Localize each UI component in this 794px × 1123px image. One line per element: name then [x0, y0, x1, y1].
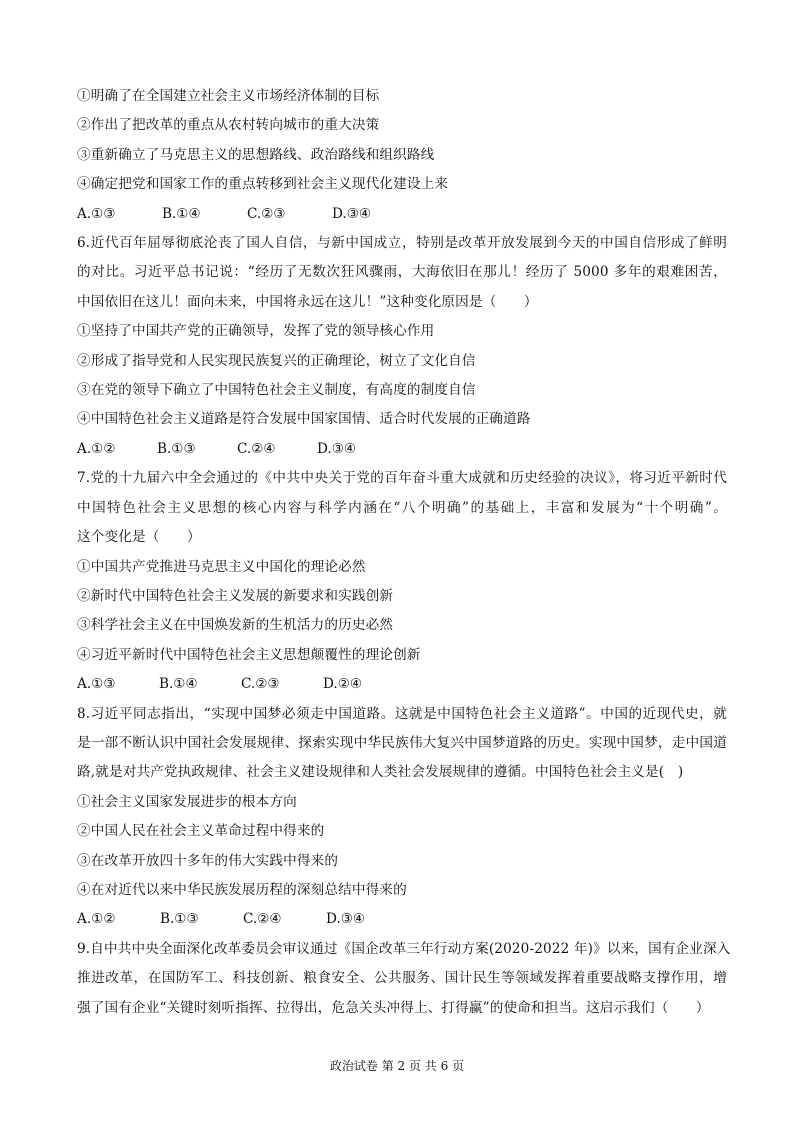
question-9: [77, 935, 731, 1023]
answer-choice-d: D.③④: [317, 440, 357, 457]
option-line: ②中国人民在社会主义革命过程中得来的: [77, 823, 325, 840]
question-stem-line: 6.近代百年屈辱彻底沦丧了国人自信，与新中国成立，特别是改革开放发展到今天的中国自信形成了鲜明: [77, 235, 727, 252]
answer-choice-a: A.①③: [77, 676, 116, 693]
answer-choices: [77, 435, 727, 464]
question-stem-line: 8.习近平同志指出，“实现中国梦必须走中国道路。这就是中国特色社会主义道路”。中国的近现代史，就: [77, 705, 727, 722]
option-line: ③科学社会主义在中国焕发新的生机活力的历史必然: [77, 617, 394, 634]
answer-choices: [77, 670, 727, 699]
answer-choice-b: B.①③: [157, 440, 196, 457]
question-stem-line: 路,就是对共产党执政规律、社会主义建设规律和人类社会发展规律的遵循。中国特色社会主义是( ): [77, 764, 684, 781]
answer-choice-c: C.②④: [237, 440, 276, 457]
option-line: ②新时代中国特色社会主义发展的新要求和实践创新: [77, 587, 394, 604]
question-stem-line: 7.党的十九届六中全会通过的《中共中央关于党的百年奋斗重大成就和历史经验的决议》，将习近平新时代: [77, 470, 727, 487]
option-line: ④确定把党和国家工作的重点转移到社会主义现代化建设上来: [77, 176, 449, 193]
option-line: ①坚持了中国共产党的正确领导，发挥了党的领导核心作用: [77, 323, 435, 340]
answer-choices: [77, 905, 727, 934]
answer-choice-c: C.②③: [247, 205, 286, 222]
option-line: ④在对近代以来中华民族发展历程的深刻总结中得来的: [77, 881, 407, 898]
answer-choice-a: A.①②: [77, 911, 116, 928]
page-footer: 政治试卷 第 2 页 共 6 页: [329, 1059, 465, 1073]
answer-choice-d: D.②④: [323, 676, 363, 693]
question-stem-line: 中国特色社会主义思想的核心内容与科学内涵在“八个明确”的基础上，丰富和发展为“十个明确”。: [77, 499, 727, 516]
question-stem-line: 9.自中共中央全面深化改革委员会审议通过《国企改革三年行动方案(2020-2022 年)》以来，国有企业深入: [77, 940, 731, 957]
answer-choice-a: A.①③: [77, 205, 116, 222]
option-line: ②形成了指导党和人民实现民族复兴的正确理论，树立了文化自信: [77, 352, 476, 369]
question-stem-line: 强了国有企业“关键时刻听指挥、拉得出，危急关头冲得上、打得赢”的使命和担当。这启示我们（ ）: [77, 999, 710, 1016]
question-6: [77, 229, 727, 464]
option-line: ②作出了把改革的重点从农村转向城市的重大决策: [77, 117, 380, 134]
option-line: ①明确了在全国建立社会主义市场经济体制的目标: [77, 88, 380, 104]
answer-choice-b: B.①③: [160, 911, 199, 928]
option-line: ①中国共产党推进马克思主义中国化的理论必然: [77, 558, 366, 575]
question-7: [77, 464, 727, 699]
question-stem-line: 的对比。习近平总书记说：“经历了无数次狂风骤雨，大海依旧在那儿！经历了 5000 多年的艰难困苦，: [77, 264, 727, 281]
question-5: [77, 82, 727, 229]
answer-choice-c: C.②③: [241, 676, 280, 693]
question-stem-line: 是一部不断认识中国社会发展规律、探索实现中华民族伟大复兴中国梦道路的历史。实现中国梦，走中国道: [77, 734, 727, 751]
answer-choice-a: A.①②: [77, 440, 116, 457]
option-line: ④中国特色社会主义道路是符合发展中国家国情、适合时代发展的正确道路: [77, 411, 531, 428]
option-line: ④习近平新时代中国特色社会主义思想颠覆性的理论创新: [77, 646, 421, 663]
answer-choice-d: D.③④: [332, 205, 372, 222]
answer-choices: [77, 200, 727, 229]
answer-choice-c: C.②④: [243, 911, 282, 928]
option-line: ①社会主义国家发展进步的根本方向: [77, 793, 297, 810]
question-8: [77, 700, 727, 935]
question-stem-line: 推进改革，在国防军工、科技创新、粮食安全、公共服务、国计民生等领域发挥着重要战略支撑作用，增: [77, 970, 727, 987]
answer-choice-d: D.③④: [326, 911, 366, 928]
question-stem-line: 这个变化是（ ）: [77, 529, 201, 546]
option-line: ③在改革开放四十多年的伟大实践中得来的: [77, 852, 339, 869]
option-line: ③重新确立了马克思主义的思想路线、政治路线和组织路线: [77, 146, 435, 163]
page-content: [77, 82, 731, 1023]
option-line: ③在党的领导下确立了中国特色社会主义制度，有高度的制度自信: [77, 382, 476, 399]
answer-choice-b: B.①④: [162, 205, 201, 222]
question-stem-line: 中国依旧在这儿！面向未来，中国将永远在这儿！”这种变化原因是（ ）: [77, 293, 538, 310]
answer-choice-b: B.①④: [159, 676, 198, 693]
